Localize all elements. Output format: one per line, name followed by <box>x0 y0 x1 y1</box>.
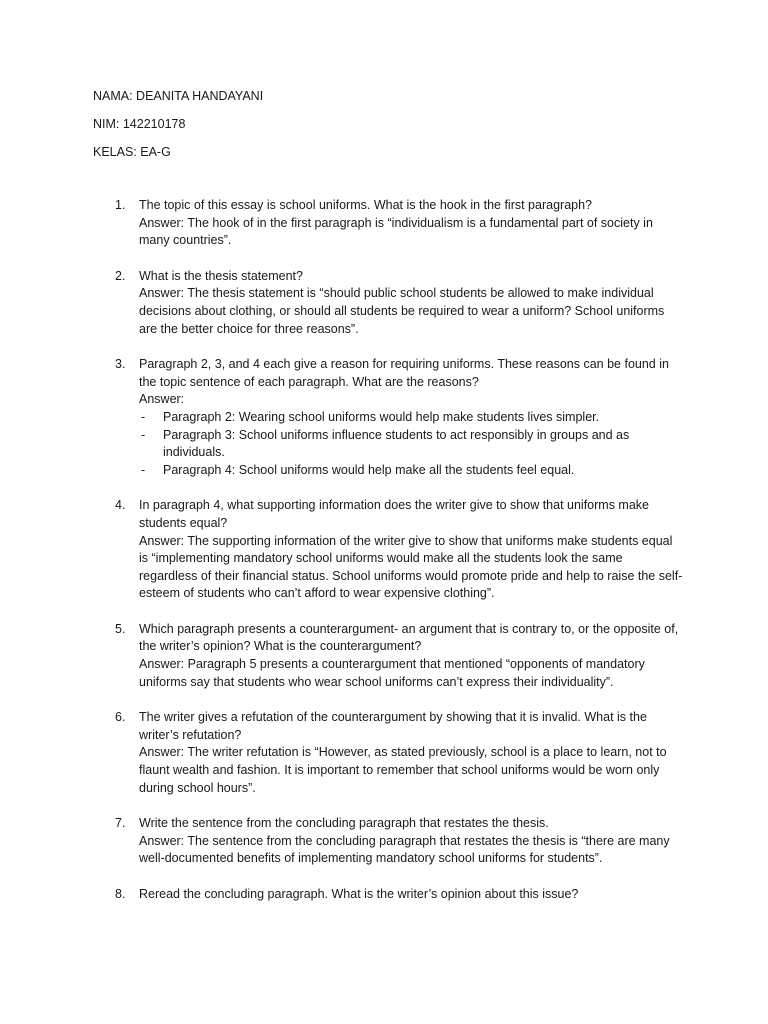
question-text: Which paragraph presents a counterargument- an argument that is contrary to, or the opposite of, the writer’s opinion? What is the counterargument? <box>139 621 679 654</box>
answer-text: Answer: The hook of in the first paragraph is “individualism is a fundamental part of society in many countries”. <box>139 215 653 248</box>
answer-text: Answer: The writer refutation is “However, as stated previously, school is a place to learn, not to flaunt wealth and fashion. It is important to remember that school uniforms would be worn only during school hours”. <box>139 745 667 795</box>
bullet-dash: - <box>141 462 146 477</box>
question-item-5 <box>93 621 683 691</box>
answer-bullet-list <box>139 409 683 479</box>
question-number: 7. <box>115 816 126 831</box>
question-item-6 <box>93 709 683 797</box>
answer-bullet <box>139 427 683 462</box>
question-text: The topic of this essay is school uniforms. What is the hook in the first paragraph? <box>139 198 592 212</box>
student-info <box>93 88 263 172</box>
student-nim: NIM: 142210178 <box>93 117 186 131</box>
answer-text: Answer: The sentence from the concluding paragraph that restates the thesis is “there are many well-documented benefits of implementing mandatory school uniforms for students”. <box>139 833 670 866</box>
question-item-1 <box>93 197 683 250</box>
answer-text: Answer: <box>139 392 185 407</box>
answer-text: Answer: Paragraph 5 presents a counterargument that mentioned “opponents of mandatory uniforms say that students who wear school uniforms can’t express their individuality”. <box>139 657 645 689</box>
question-item-7 <box>93 815 683 868</box>
answer-text: Answer: The thesis statement is “should public school students be allowed to make individual decisions about clothing, or should all students be required to wear a uniform? School uniforms are the better choice for three reasons”. <box>139 286 665 336</box>
question-text: In paragraph 4, what supporting information does the writer give to show that uniforms make students equal? <box>139 498 649 530</box>
question-number: 4. <box>115 498 126 513</box>
bullet-text: Paragraph 4: School uniforms would help make all the students feel equal. <box>163 462 575 477</box>
question-text: Paragraph 2, 3, and 4 each give a reason for requiring uniforms. These reasons can be found in the topic sentence of each paragraph. What are the reasons? <box>139 357 669 389</box>
student-name: NAMA: DEANITA HANDAYANI <box>93 89 264 103</box>
bullet-dash: - <box>141 427 146 442</box>
answer-text: Answer: The supporting information of the writer give to show that uniforms make students equal is “implementing mandatory school uniforms would make all the students look the same regardless of their financial status. School uniforms would promote pride and help to raise the self-esteem of students who can’t afford to wear expensive clothing”. <box>139 533 683 601</box>
question-item-2 <box>93 268 683 338</box>
question-text: The writer gives a refutation of the counterargument by showing that it is invalid. What is the writer’s refutation? <box>139 710 647 742</box>
question-text: Write the sentence from the concluding paragraph that restates the thesis. <box>139 816 549 831</box>
question-text: Reread the concluding paragraph. What is the writer’s opinion about this issue? <box>139 887 579 901</box>
question-number: 6. <box>115 710 126 725</box>
bullet-text: Paragraph 2: Wearing school uniforms would help make students lives simpler. <box>163 409 600 424</box>
question-text: What is the thesis statement? <box>139 268 303 283</box>
student-class: KELAS: EA-G <box>93 145 171 159</box>
bullet-text: Paragraph 3: School uniforms influence students to act responsibly in groups and as individuals. <box>163 427 630 460</box>
answer-bullet <box>139 409 683 427</box>
question-list <box>93 197 683 922</box>
bullet-dash: - <box>141 409 146 424</box>
answer-bullet <box>139 462 683 480</box>
question-number: 3. <box>115 357 126 372</box>
question-number: 2. <box>115 268 126 283</box>
question-item-4 <box>93 497 683 603</box>
question-number: 1. <box>115 198 126 212</box>
question-number: 8. <box>115 887 126 901</box>
question-number: 5. <box>115 621 126 636</box>
question-item-3 <box>93 356 683 479</box>
question-item-8 <box>93 886 683 904</box>
